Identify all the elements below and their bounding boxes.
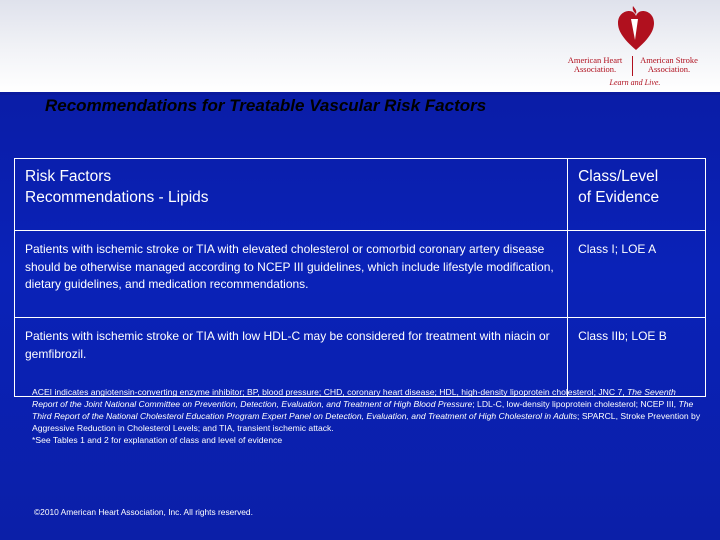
recommendations-table <box>14 158 706 397</box>
aha-asa-logo <box>560 4 710 88</box>
aha-name: American Heart Association. <box>567 55 623 74</box>
table-row <box>15 231 706 318</box>
header-class-level: Class/Level of Evidence <box>568 159 706 231</box>
header-recommendations: Risk Factors Recommendations - Lipids <box>15 159 568 231</box>
copyright-notice: ©2010 American Heart Association, Inc. All rights reserved. <box>34 507 253 517</box>
asa-name: American Stroke Association. <box>640 55 698 74</box>
recommendation-cell: Patients with ischemic stroke or TIA with elevated cholesterol or comorbid coronary artery disease should be otherwise managed according to NCEP III guidelines, which include lifestyle modification, dietary guidelines, and medication recommendations. <box>15 231 568 318</box>
logo-divider <box>632 56 633 76</box>
logo-tagline: Learn and Live. <box>609 78 661 87</box>
abbreviations-footnote: ACEI indicates angiotensin-converting enzyme inhibitor; BP, blood pressure; CHD, coronary heart disease; HDL, high-density lipoprotein cholesterol; JNC 7, The Seventh Report of the Joint National Committee on Prevention, Detection, Evaluation, and Treatment of High Blood Pressure; LDL-C, low-density lipoprotein cholesterol; NCEP III, The Third Report of the National Cholesterol Education Program Expert Panel on Detection, Evaluation, and Treatment of High Cholesterol in Adults; SPARCL, Stroke Prevention by Aggressive Reduction in Cholesterol Levels; and TIA, transient ischemic attack. *See Tables 1 and 2 for explanation of class and level of evidence <box>32 387 701 445</box>
evidence-cell: Class IIb; LOE B <box>568 318 706 397</box>
table-header-row <box>15 159 706 231</box>
evidence-cell: Class I; LOE A <box>568 231 706 318</box>
heart-torch-icon <box>616 4 656 54</box>
recommendation-cell: Patients with ischemic stroke or TIA with low HDL-C may be considered for treatment with niacin or gemfibrozil. <box>15 318 568 397</box>
table-row <box>15 318 706 397</box>
header-band <box>0 0 720 95</box>
class-level-note: *See Tables 1 and 2 for explanation of class and level of evidence <box>32 435 283 445</box>
slide-title: Recommendations for Treatable Vascular Risk Factors <box>45 96 487 115</box>
